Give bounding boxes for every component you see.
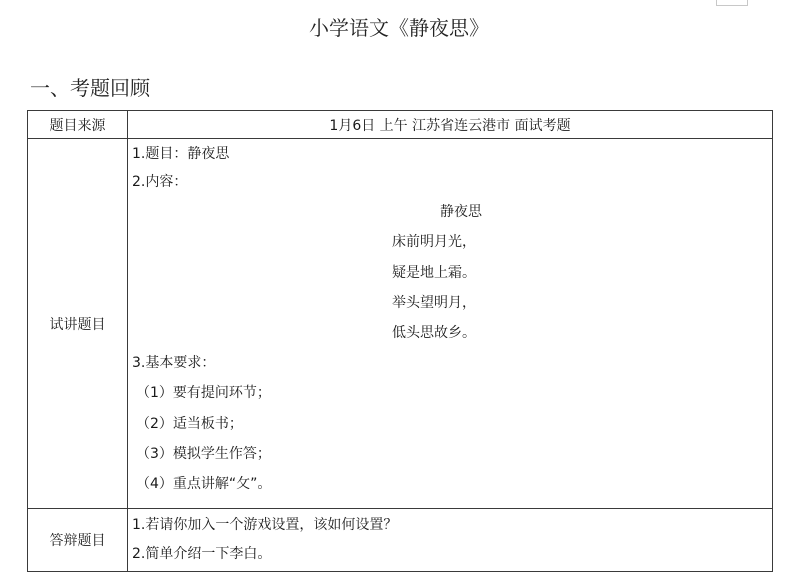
requirement-item: （2）适当板书；: [136, 415, 243, 432]
requirement-item: （1）要有提问环节；: [136, 385, 271, 402]
poem-title: 静夜思: [440, 204, 482, 221]
source-value: 1月6日 上午 江苏省连云港市 面试考题: [128, 111, 773, 139]
table-row-lecture: [28, 139, 773, 509]
defense-question: 2.简单介绍一下李白。: [132, 546, 272, 562]
defense-label: 答辩题目: [28, 509, 128, 572]
content-line: 2.内容：: [132, 174, 188, 190]
poem-line: 床前明月光，: [392, 234, 476, 251]
poem-block: [132, 197, 772, 348]
section-heading: 一、考题回顾: [30, 76, 150, 100]
table-row-defense: [28, 509, 773, 572]
requirements-heading: 3.基本要求：: [132, 355, 216, 372]
poem-line: 举头望明月，: [392, 294, 476, 311]
document-title: 小学语文《静夜思》: [309, 16, 489, 40]
exam-table: [27, 110, 773, 572]
lecture-label: 试讲题目: [28, 139, 128, 509]
lecture-content: [128, 139, 773, 509]
corner-mark: [716, 0, 748, 6]
requirement-item: （4）重点讲解“攵”。: [136, 475, 272, 492]
poem-line: 低头思故乡。: [392, 324, 476, 341]
requirement-item: （3）模拟学生作答；: [136, 445, 271, 462]
poem-line: 疑是地上霜。: [392, 264, 476, 281]
table-row-source: [28, 111, 773, 139]
defense-question: 1.若请你加入一个游戏设置，该如何设置？: [132, 517, 398, 533]
source-label: 题目来源: [28, 111, 128, 139]
topic-line: 1.题目：静夜思: [132, 146, 230, 162]
defense-content: [128, 509, 773, 572]
